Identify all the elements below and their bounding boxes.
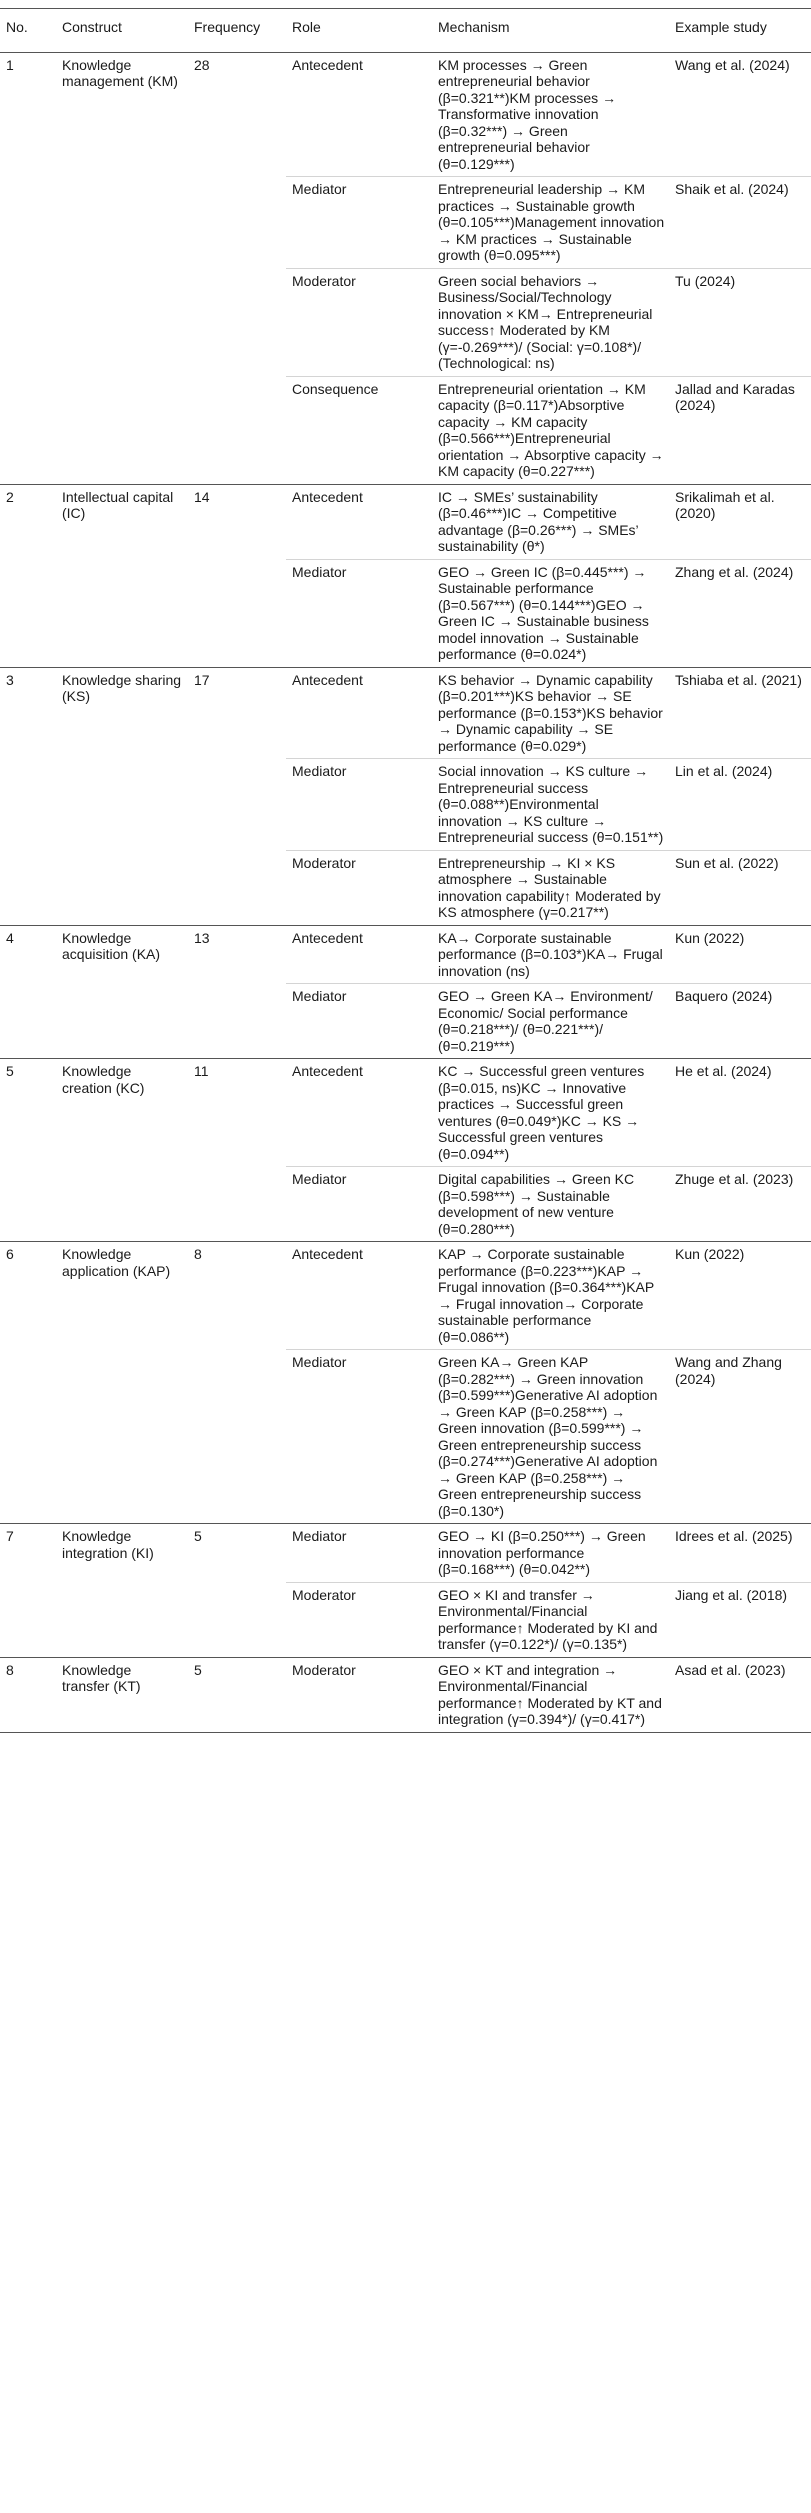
header-example-study: Example study — [669, 9, 811, 53]
mechanism-cell: Entrepreneurship → KI × KS atmosphere → Sustainable innovation capability↑ Moderated by KS atmosphere (γ=0.217**) — [432, 850, 669, 925]
example-study-cell: Kun (2022) — [669, 1242, 811, 1350]
mechanism-cell: Entrepreneurial leadership → KM practices → Sustainable growth (θ=0.105***)Management innovation → KM practices → Sustainable growth (θ=0.095***) — [432, 177, 669, 269]
example-study-cell: Shaik et al. (2024) — [669, 177, 811, 269]
role-cell: Mediator — [286, 759, 432, 851]
construct-name: Knowledge integration (KI) — [56, 1524, 188, 1658]
role-cell: Moderator — [286, 268, 432, 376]
mechanism-cell: KA→ Corporate sustainable performance (β=0.103*)KA→ Frugal innovation (ns) — [432, 925, 669, 984]
role-cell: Mediator — [286, 984, 432, 1059]
role-cell: Mediator — [286, 559, 432, 667]
table-body — [0, 52, 811, 1732]
construct-name: Knowledge application (KAP) — [56, 1242, 188, 1524]
frequency-value: 14 — [188, 484, 286, 667]
row-number: 5 — [0, 1059, 56, 1242]
construct-name: Knowledge transfer (KT) — [56, 1657, 188, 1732]
mechanism-cell: Digital capabilities → Green KC (β=0.598***) → Sustainable development of new venture (θ=0.280***) — [432, 1167, 669, 1242]
row-number: 1 — [0, 52, 56, 484]
header-construct: Construct — [56, 9, 188, 53]
example-study-cell: Zhang et al. (2024) — [669, 559, 811, 667]
table-header-row — [0, 9, 811, 53]
mechanism-cell: Entrepreneurial orientation → KM capacity (β=0.117*)Absorptive capacity → KM capacity (β=0.566***)Entrepreneurial orientation → Absorptive capacity → KM capacity (θ=0.227***) — [432, 376, 669, 484]
table-row — [0, 52, 811, 177]
mechanism-cell: IC → SMEs’ sustainability (β=0.46***)IC → Competitive advantage (β=0.26***) → SMEs’ sustainability (θ*) — [432, 484, 669, 559]
construct-name: Knowledge management (KM) — [56, 52, 188, 484]
row-number: 3 — [0, 667, 56, 925]
table-row — [0, 1059, 811, 1167]
mechanism-cell: Green social behaviors → Business/Social/Technology innovation × KM→ Entrepreneurial success↑ Moderated by KM (γ=-0.269***)/ (Social: γ=0.108*)/ (Technological: ns) — [432, 268, 669, 376]
table-row — [0, 667, 811, 759]
role-cell: Antecedent — [286, 925, 432, 984]
header-role: Role — [286, 9, 432, 53]
row-number: 4 — [0, 925, 56, 1059]
frequency-value: 13 — [188, 925, 286, 1059]
table-row — [0, 1657, 811, 1732]
frequency-value: 17 — [188, 667, 286, 925]
example-study-cell: Zhuge et al. (2023) — [669, 1167, 811, 1242]
role-cell: Mediator — [286, 1524, 432, 1583]
frequency-value: 8 — [188, 1242, 286, 1524]
mechanism-cell: GEO → Green KA→ Environment/ Economic/ Social performance (θ=0.218***)/ (θ=0.221***)/ (θ=0.219***) — [432, 984, 669, 1059]
example-study-cell: Idrees et al. (2025) — [669, 1524, 811, 1583]
example-study-cell: Wang et al. (2024) — [669, 52, 811, 177]
table-row — [0, 1242, 811, 1350]
role-cell: Antecedent — [286, 52, 432, 177]
header-no: No. — [0, 9, 56, 53]
example-study-cell: Tu (2024) — [669, 268, 811, 376]
example-study-cell: Sun et al. (2022) — [669, 850, 811, 925]
frequency-value: 11 — [188, 1059, 286, 1242]
frequency-value: 5 — [188, 1657, 286, 1732]
header-mechanism: Mechanism — [432, 9, 669, 53]
construct-name: Intellectual capital (IC) — [56, 484, 188, 667]
example-study-cell: Tshiaba et al. (2021) — [669, 667, 811, 759]
table-row — [0, 1524, 811, 1583]
role-cell: Mediator — [286, 1167, 432, 1242]
table-row — [0, 925, 811, 984]
mechanism-cell: GEO × KT and integration → Environmental/Financial performance↑ Moderated by KT and integration (γ=0.394*)/ (γ=0.417*) — [432, 1657, 669, 1732]
construct-name: Knowledge acquisition (KA) — [56, 925, 188, 1059]
role-cell: Mediator — [286, 177, 432, 269]
role-cell: Consequence — [286, 376, 432, 484]
mechanism-cell: Green KA→ Green KAP (β=0.282***) → Green innovation (β=0.599***)Generative AI adoption → Green KAP (β=0.258***) → Green innovation (β=0.599***) → Green entrepreneurship success (β=0.274***)Generative AI adoption → Green KAP (β=0.258***) → Green entrepreneurship success (β=0.130*) — [432, 1350, 669, 1524]
role-cell: Antecedent — [286, 667, 432, 759]
role-cell: Moderator — [286, 850, 432, 925]
example-study-cell: Baquero (2024) — [669, 984, 811, 1059]
construct-name: Knowledge creation (KC) — [56, 1059, 188, 1242]
mechanism-cell: GEO → Green IC (β=0.445***) → Sustainable performance (β=0.567***) (θ=0.144***)GEO → Green IC → Sustainable business model innovation → Sustainable performance (θ=0.024*) — [432, 559, 669, 667]
mechanism-cell: Social innovation → KS culture → Entrepreneurial success (θ=0.088**)Environmental innovation → KS culture → Entrepreneurial success (θ=0.151**) — [432, 759, 669, 851]
example-study-cell: Wang and Zhang (2024) — [669, 1350, 811, 1524]
mechanism-cell: GEO × KI and transfer → Environmental/Financial performance↑ Moderated by KI and transfer (γ=0.122*)/ (γ=0.135*) — [432, 1582, 669, 1657]
row-number: 7 — [0, 1524, 56, 1658]
role-cell: Mediator — [286, 1350, 432, 1524]
example-study-cell: He et al. (2024) — [669, 1059, 811, 1167]
role-cell: Moderator — [286, 1582, 432, 1657]
example-study-cell: Kun (2022) — [669, 925, 811, 984]
role-cell: Moderator — [286, 1657, 432, 1732]
row-number: 6 — [0, 1242, 56, 1524]
constructs-table — [0, 8, 811, 1733]
example-study-cell: Srikalimah et al. (2020) — [669, 484, 811, 559]
construct-name: Knowledge sharing (KS) — [56, 667, 188, 925]
frequency-value: 5 — [188, 1524, 286, 1658]
header-frequency: Frequency — [188, 9, 286, 53]
example-study-cell: Lin et al. (2024) — [669, 759, 811, 851]
role-cell: Antecedent — [286, 1059, 432, 1167]
mechanism-cell: KAP → Corporate sustainable performance (β=0.223***)KAP → Frugal innovation (β=0.364***)KAP → Frugal innovation→ Corporate sustainable performance (θ=0.086**) — [432, 1242, 669, 1350]
role-cell: Antecedent — [286, 1242, 432, 1350]
table-row — [0, 484, 811, 559]
example-study-cell: Jallad and Karadas (2024) — [669, 376, 811, 484]
mechanism-cell: KC → Successful green ventures (β=0.015, ns)KC → Innovative practices → Successful green ventures (θ=0.049*)KC → KS → Successful green ventures (θ=0.094**) — [432, 1059, 669, 1167]
mechanism-cell: KM processes → Green entrepreneurial behavior (β=0.321**)KM processes → Transformative innovation (β=0.32***) → Green entrepreneurial behavior (θ=0.129***) — [432, 52, 669, 177]
mechanism-cell: GEO → KI (β=0.250***) → Green innovation performance (β=0.168***) (θ=0.042**) — [432, 1524, 669, 1583]
mechanism-cell: KS behavior → Dynamic capability (β=0.201***)KS behavior → SE performance (β=0.153*)KS behavior → Dynamic capability → SE performance (θ=0.029*) — [432, 667, 669, 759]
frequency-value: 28 — [188, 52, 286, 484]
example-study-cell: Jiang et al. (2018) — [669, 1582, 811, 1657]
example-study-cell: Asad et al. (2023) — [669, 1657, 811, 1732]
row-number: 8 — [0, 1657, 56, 1732]
role-cell: Antecedent — [286, 484, 432, 559]
row-number: 2 — [0, 484, 56, 667]
